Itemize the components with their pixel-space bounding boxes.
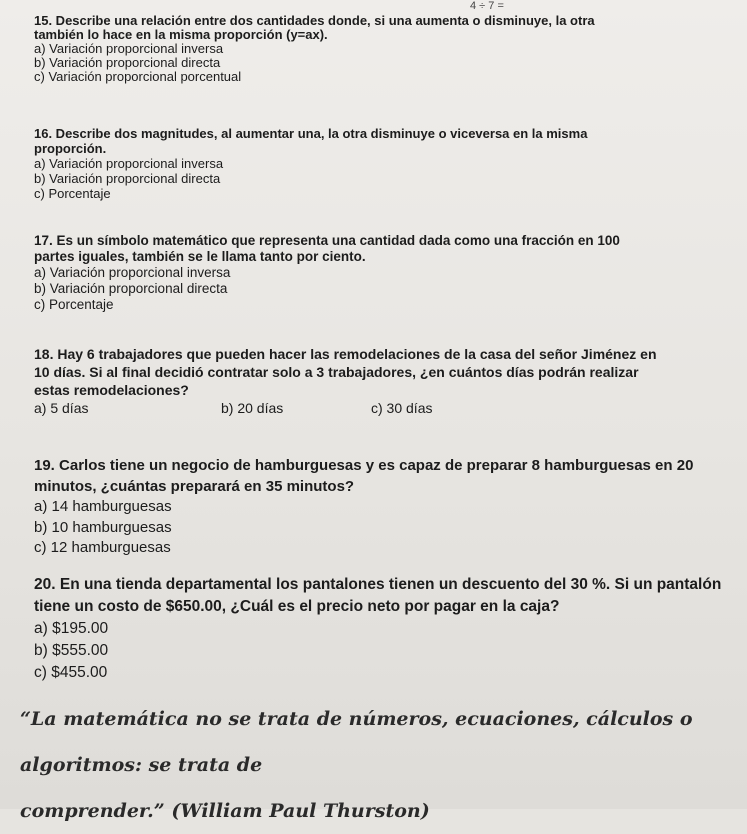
- question-15-stem: 15. Describe una relación entre dos cantidades donde, si una aumenta o disminuye, la otra también lo hace en la misma proporción (y=ax).: [34, 13, 595, 42]
- question-19-option-c: c) 12 hamburguesas: [34, 539, 171, 556]
- question-19-option-a: a) 14 hamburguesas: [34, 498, 172, 515]
- question-15-option-c: c) Variación proporcional porcentual: [34, 69, 242, 84]
- question-17: [34, 233, 741, 313]
- question-18-option-c: c) 30 días: [371, 400, 433, 416]
- question-16-option-b: b) Variación proporcional directa: [34, 171, 221, 186]
- question-17-option-a: a) Variación proporcional inversa: [34, 265, 231, 280]
- question-17-stem: 17. Es un símbolo matemático que representa una cantidad dada como una fracción en 100 partes iguales, también se le llama tanto por ciento.: [34, 233, 620, 264]
- closing-quote: “La matemática no se trata de números, ecuaciones, cálculos o algoritmos: se trata de comprender.” (William Paul Thurston): [20, 708, 693, 822]
- question-19-option-b: b) 10 hamburguesas: [34, 518, 172, 536]
- question-18: [34, 345, 741, 417]
- question-16-option-a: a) Variación proporcional inversa: [34, 156, 224, 171]
- question-15-option-b: b) Variación proporcional directa: [34, 55, 221, 70]
- question-15-option-a: a) Variación proporcional inversa: [34, 41, 224, 56]
- question-15: [34, 14, 741, 84]
- question-18-option-a: a) 5 días: [34, 400, 89, 416]
- question-16-option-c: c) Porcentaje: [34, 186, 111, 201]
- question-17-option-b: b) Variación proporcional directa: [34, 281, 228, 296]
- question-18-options-row: [34, 399, 741, 417]
- question-18-stem: 18. Hay 6 trabajadores que pueden hacer las remodelaciones de la casa del señor Jiménez en 10 días. Si al final decidió contratar solo a 3 trabajadores, ¿en cuántos días podrán realizar estas remodelaciones?: [34, 346, 657, 398]
- question-20-option-c: c) $455.00: [34, 664, 108, 681]
- question-20: [34, 574, 747, 684]
- question-19-stem: 19. Carlos tiene un negocio de hamburguesas y es capaz de preparar 8 hamburguesas en 20 minutos, ¿cuántas preparará en 35 minutos?: [34, 457, 694, 495]
- question-16: [34, 126, 741, 201]
- question-20-option-b: b) $555.00: [34, 642, 109, 659]
- question-20-stem: 20. En una tienda departamental los pantalones tienen un descuento del 30 %. Si un pantalón tiene un costo de $650.00, ¿Cuál es el precio neto por pagar en la caja?: [34, 576, 722, 615]
- cut-off-header-fraction: 4 ÷ 7 =: [470, 0, 504, 12]
- question-20-option-a: a) $195.00: [34, 620, 109, 637]
- question-18-option-b: b) 20 días: [221, 400, 284, 416]
- question-17-option-c: c) Porcentaje: [34, 297, 114, 312]
- question-16-stem: 16. Describe dos magnitudes, al aumentar una, la otra disminuye o viceversa en la misma proporción.: [34, 126, 588, 156]
- question-19: [34, 456, 741, 559]
